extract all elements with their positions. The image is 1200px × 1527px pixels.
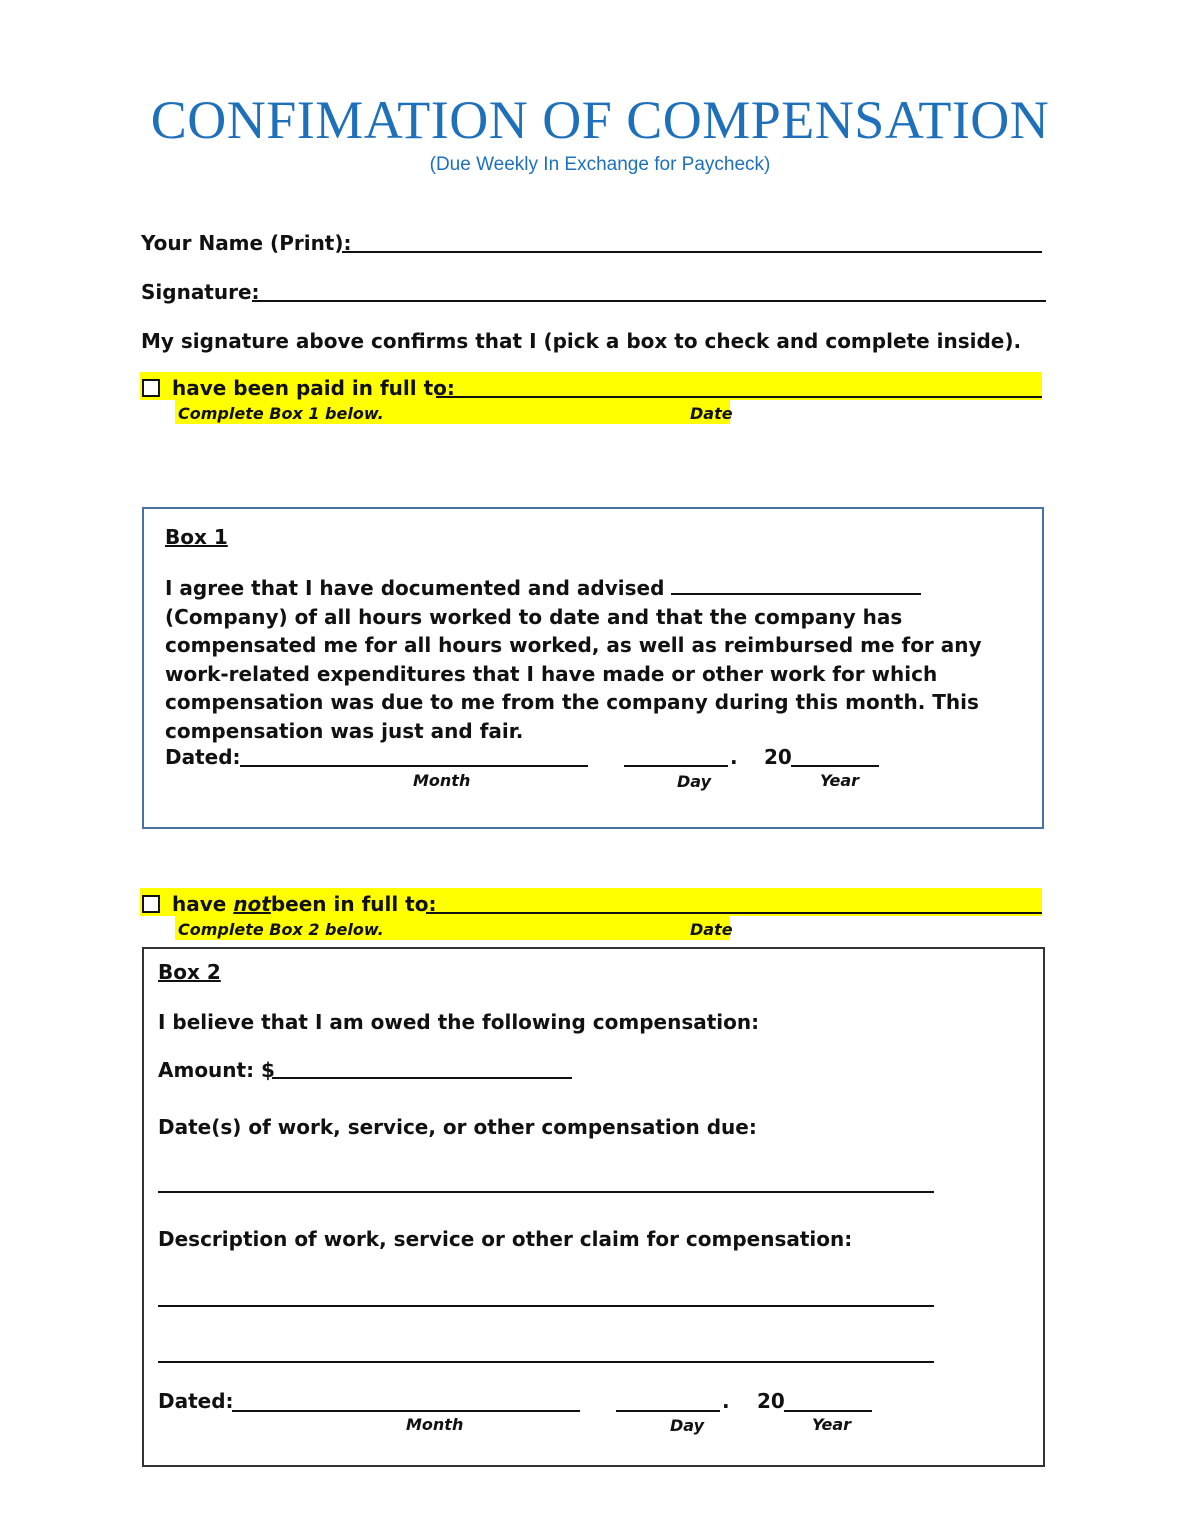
- name-label: Your Name (Print):: [141, 231, 352, 255]
- not-paid-in-full-label: [172, 891, 436, 917]
- company-field[interactable]: [671, 573, 921, 595]
- paid-in-full-checkbox[interactable]: [142, 379, 160, 397]
- description-field-line-1[interactable]: [158, 1305, 934, 1307]
- dates-of-work-field[interactable]: [158, 1191, 934, 1193]
- box1-month-field[interactable]: [240, 765, 588, 767]
- box2-day-caption: Day: [670, 1416, 705, 1435]
- box2-year-field[interactable]: [784, 1410, 872, 1412]
- owed-text: I believe that I am owed the following compensation:: [158, 1010, 760, 1034]
- name-field[interactable]: [342, 251, 1042, 253]
- box1-period: .: [730, 745, 738, 769]
- box1-day-field[interactable]: [624, 765, 728, 767]
- box1-title: Box 1: [165, 525, 228, 549]
- signature-label: Signature:: [141, 280, 260, 304]
- instruction-text: My signature above confirms that I (pick a box to check and complete inside).: [141, 329, 1022, 353]
- paid-in-full-date-field[interactable]: [436, 396, 1042, 398]
- box1-statement: [165, 573, 1025, 745]
- page-title: CONFIMATION OF COMPENSATION: [150, 90, 1050, 150]
- box1-year-prefix: 20: [764, 745, 792, 769]
- paid-in-full-label: have been paid in full to:: [172, 376, 455, 400]
- box1-dated-label: Dated:: [165, 745, 241, 769]
- description-field-line-2[interactable]: [158, 1361, 934, 1363]
- not-paid-in-full-checkbox[interactable]: [142, 895, 160, 913]
- option2-label-pre: have: [172, 892, 227, 916]
- box2-month-field[interactable]: [232, 1410, 580, 1412]
- box1-year-caption: Year: [820, 771, 860, 790]
- amount-field[interactable]: [272, 1077, 572, 1079]
- option2-date-caption: Date: [690, 920, 733, 939]
- amount-label: Amount: $: [158, 1058, 275, 1082]
- box1-text-after: (Company) of all hours worked to date and that the company has compensated me for all hours worked, as well as reimbursed me for any work-related expenditures that I have made or other work for which compensation was due to me from the company during this month. This compensation was just and fair.: [165, 604, 982, 743]
- box2-day-field[interactable]: [616, 1410, 720, 1412]
- option1-date-caption: Date: [690, 404, 733, 423]
- box1-note: Complete Box 1 below.: [178, 404, 384, 423]
- box1-month-caption: Month: [413, 771, 471, 790]
- dates-of-work-label: Date(s) of work, service, or other compensation due:: [158, 1115, 757, 1139]
- option2-label-not: not: [233, 892, 271, 916]
- box2-period: .: [722, 1389, 730, 1413]
- page-subtitle: (Due Weekly In Exchange for Paycheck): [429, 154, 771, 175]
- option2-label-post: been in full to:: [270, 892, 437, 916]
- box1-day-caption: Day: [677, 772, 712, 791]
- not-paid-date-field[interactable]: [426, 912, 1042, 914]
- box2-note: Complete Box 2 below.: [178, 920, 384, 939]
- box2-year-prefix: 20: [757, 1389, 785, 1413]
- box2-year-caption: Year: [812, 1415, 852, 1434]
- description-label: Description of work, service or other claim for compensation:: [158, 1227, 853, 1251]
- box1-year-field[interactable]: [791, 765, 879, 767]
- box1-text-before: I agree that I have documented and advised: [165, 576, 665, 600]
- box2-month-caption: Month: [406, 1415, 464, 1434]
- signature-field[interactable]: [252, 300, 1046, 302]
- box2-dated-label: Dated:: [158, 1389, 234, 1413]
- box2-title: Box 2: [158, 960, 221, 984]
